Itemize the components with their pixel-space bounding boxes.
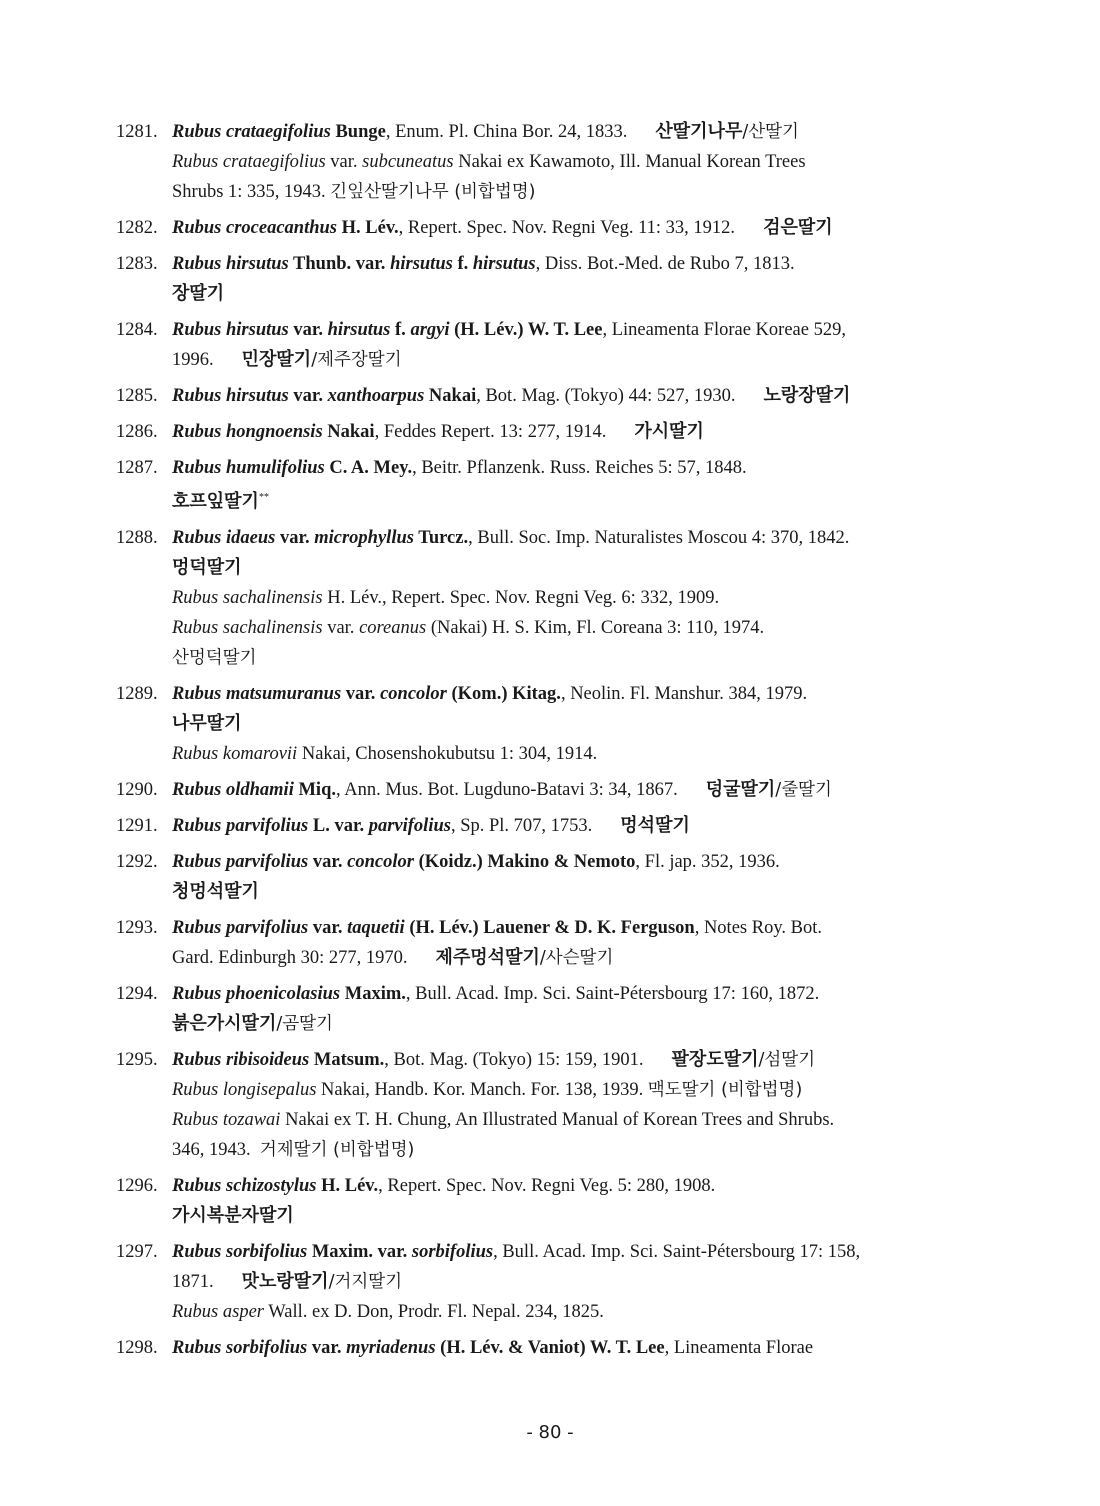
scientific-name: Rubus phoenicolasius [172,984,341,1005]
alt-korean-name: /줄딸기 [775,780,832,801]
reference: , Fl. jap. 352, 1936. [635,852,780,873]
species-entry [116,117,982,207]
scientific-name: Rubus schizostylus [172,1176,317,1197]
scientific-name: Rubus parvifolius [172,852,309,873]
author: H. Lév. [321,1176,379,1197]
species-entry [116,775,982,805]
species-entry: 1298. Rubus sorbifolius var. myriadenus (H. Lév. & Vaniot) W. T. Lee, Lineamenta Florae [116,1333,982,1363]
author: C. A. Mey. [329,458,413,478]
entry-number: 1282. [116,218,158,238]
author: Nakai [327,422,375,442]
species-entry: 1285. Rubus hirsutus var. xanthoarpus Nakai, Bot. Mag. (Tokyo) 44: 527, 1930. 노랑장딸기 [116,381,982,411]
footnote-mark: ** [258,492,269,503]
species-entry: 1291. Rubus parvifolius L. var. parvifolius, Sp. Pl. 707, 1753. 멍석딸기 [116,811,982,841]
species-entry: 1293. Rubus parvifolius var. taquetii (H. Lév.) Lauener & D. K. Ferguson, Notes Roy. Bot. Gard. Edinburgh 30: 277, 1970. 제주멍석딸기/사슨딸기 [116,913,982,973]
korean-name: 산딸기나무 [655,121,743,142]
synonym: Rubus crataegifolius var. subcuneatus Nakai ex Kawamoto, Ill. Manual Korean Trees Shrubs 1: 335, 1943. 긴잎산딸기나무 (비합법명) [172,152,806,202]
reference: , Ann. Mus. Bot. Lugduno-Batavi 3: 34, 1867. [335,780,678,801]
species-entry: 1284. Rubus hirsutus var. hirsutus f. argyi (H. Lév.) W. T. Lee, Lineamenta Florae Koreae 529, 1996. 민장딸기/제주장딸기 [116,315,982,375]
korean-name: 맛노랑딸기 [241,1271,329,1293]
scientific-name: Rubus sorbifolius [172,1242,308,1263]
scientific-name: Rubus croceacanthus [172,218,337,238]
reference: , Bot. Mag. (Tokyo) 44: 527, 1930. [476,386,736,406]
korean-name: 장딸기 [172,283,225,304]
alt-korean-name: /섬딸기 [758,1050,816,1071]
korean-name: 덩굴딸기 [705,779,776,801]
korean-name: 멍덕딸기 [172,557,242,579]
synonym: Rubus sachalinensis H. Lév., Repert. Spec. Nov. Regni Veg. 6: 332, 1909. [172,588,720,609]
document-body [116,117,982,1369]
scientific-name: Rubus idaeus [172,528,276,549]
author: Bunge [335,122,386,142]
reference: , Bull. Acad. Imp. Sci. Saint-Pétersbourg 17: 158, [493,1242,861,1263]
korean-name: 멍석딸기 [620,815,690,837]
reference: , Enum. Pl. China Bor. 24, 1833. [385,122,628,142]
korean-name: 가시딸기 [634,421,704,442]
synonym: Rubus tozawai Nakai ex T. H. Chung, An Illustrated Manual of Korean Trees and Shrubs. 346, 1943. 거제딸기 (비합법명) [172,1110,835,1161]
species-entry [116,979,982,1039]
reference: , Neolin. Fl. Manshur. 384, 1979. [560,684,808,705]
species-entry: 1297. Rubus sorbifolius Maxim. var. sorbifolius, Bull. Acad. Imp. Sci. Saint-Pétersbourg 17: 158, 1871. 맛노랑딸기/거지딸기 Rubus asper Wall. ex D. Don, Prodr. Fl. Nepal. 234, 1825. [116,1237,982,1327]
alt-korean-name: /곰딸기 [276,1014,333,1035]
entry-number: 1291. [116,816,158,837]
scientific-name: Rubus humulifolius [172,458,325,478]
reference: , Lineamenta Florae [664,1338,814,1359]
scientific-name: Rubus hirsutus [172,320,289,340]
species-entry [116,417,982,447]
alt-korean-name: /산딸기 [742,122,799,142]
scientific-name: Rubus parvifolius [172,816,309,837]
reference: , Notes Roy. Bot. [694,918,822,939]
page-number: - 80 - [526,1422,574,1443]
species-entry: 1283. Rubus hirsutus Thunb. var. hirsutus f. hirsutus, Diss. Bot.-Med. de Rubo 7, 1813. 장딸기 [116,249,982,309]
entry-number: 1288. [116,528,158,549]
entry-number: 1290. [116,780,158,801]
entry-number: 1296. [116,1176,158,1197]
synonym: Rubus komarovii Nakai, Chosenshokubutsu 1: 304, 1914. [172,744,598,765]
entry-number: 1294. [116,984,158,1005]
korean-name: 나무딸기 [172,713,242,735]
scientific-name: Rubus hirsutus [172,386,289,406]
scientific-name: Rubus hirsutus [172,254,289,274]
synonym: Rubus asper Wall. ex D. Don, Prodr. Fl. Nepal. 234, 1825. [172,1302,604,1323]
species-entry [116,453,982,517]
entry-number: 1298. [116,1338,158,1359]
species-entry: 1288. Rubus idaeus var. microphyllus Turcz., Bull. Soc. Imp. Naturalistes Moscou 4: 370, 1842. 멍덕딸기 Rubus sachalinensis H. Lév., Repert. Spec. Nov. Regni Veg. 6: 332, 1909. Rubus sachalinensis var. coreanus (Nakai) H. S. Kim, Fl. Coreana 3: 110, 1974. 산멍덕딸기 [116,523,982,673]
synonym: Rubus sachalinensis var. coreanus (Nakai) H. S. Kim, Fl. Coreana 3: 110, 1974. 산멍덕딸기 [172,618,765,669]
reference: , Repert. Spec. Nov. Regni Veg. 11: 33, 1912. [398,218,736,238]
alt-korean-name: /제주장딸기 [311,350,402,370]
korean-name: 가시복분자딸기 [172,1205,294,1227]
reference: , Beitr. Pflanzenk. Russ. Reiches 5: 57, 1848. [412,458,747,478]
reference: , Repert. Spec. Nov. Regni Veg. 5: 280, 1908. [378,1176,716,1197]
korean-name: 민장딸기 [241,349,312,370]
korean-name: 붉은가시딸기 [172,1013,277,1035]
entry-number: 1285. [116,386,158,406]
author: Matsum. [313,1050,385,1071]
reference: , Diss. Bot.-Med. de Rubo 7, 1813. [535,254,795,274]
entry-number: 1284. [116,320,158,340]
entry-number: 1289. [116,684,158,705]
alt-korean-name: /사슨딸기 [539,948,614,969]
reference: , Bull. Soc. Imp. Naturalistes Moscou 4: 370, 1842. [468,528,850,549]
entry-number: 1292. [116,852,158,873]
entry-number: 1297. [116,1242,158,1263]
alt-korean-name: /거지딸기 [328,1272,403,1293]
scientific-name: Rubus matsumuranus [172,684,342,705]
reference: , Feddes Repert. 13: 277, 1914. [374,422,607,442]
entry-number: 1293. [116,918,158,939]
author: Miq. [298,780,336,801]
species-entry [116,1171,982,1231]
author: H. Lév. [341,218,399,238]
korean-name: 검은딸기 [763,217,833,238]
korean-name: 노랑장딸기 [763,385,851,406]
synonym: Rubus longisepalus Nakai, Handb. Kor. Manch. For. 138, 1939. 맥도딸기 (비합법명) [172,1080,803,1101]
scientific-name: Rubus sorbifolius [172,1338,308,1359]
entry-number: 1295. [116,1050,158,1071]
scientific-name: Rubus crataegifolius [172,122,331,142]
korean-name: 제주멍석딸기 [435,947,540,969]
scientific-name: Rubus hongnoensis [172,422,323,442]
korean-name: 팔장도딸기 [671,1049,759,1071]
entry-number: 1286. [116,422,158,442]
korean-name: 호프잎딸기 [172,491,259,513]
scientific-name: Rubus ribisoideus [172,1050,310,1071]
species-entry: 1292. Rubus parvifolius var. concolor (Koidz.) Makino & Nemoto, Fl. jap. 352, 1936. 청멍석딸기 [116,847,982,907]
reference: , Sp. Pl. 707, 1753. [450,816,593,837]
author: Maxim. [344,984,406,1005]
reference: , Bot. Mag. (Tokyo) 15: 159, 1901. [384,1050,644,1071]
korean-name: 청멍석딸기 [172,881,259,903]
scientific-name: Rubus parvifolius [172,918,309,939]
entry-number: 1287. [116,458,158,478]
reference: , Bull. Acad. Imp. Sci. Saint-Pétersbourg 17: 160, 1872. [405,984,820,1005]
species-entry [116,1045,982,1165]
entry-number: 1283. [116,254,158,274]
species-entry: 1289. Rubus matsumuranus var. concolor (Kom.) Kitag., Neolin. Fl. Manshur. 384, 1979. 나무딸기 Rubus komarovii Nakai, Chosenshokubutsu 1: 304, 1914. [116,679,982,769]
scientific-name: Rubus oldhamii [172,780,294,801]
species-entry [116,213,982,243]
reference: , Lineamenta Florae Koreae 529, [602,320,846,340]
entry-number: 1281. [116,122,158,142]
